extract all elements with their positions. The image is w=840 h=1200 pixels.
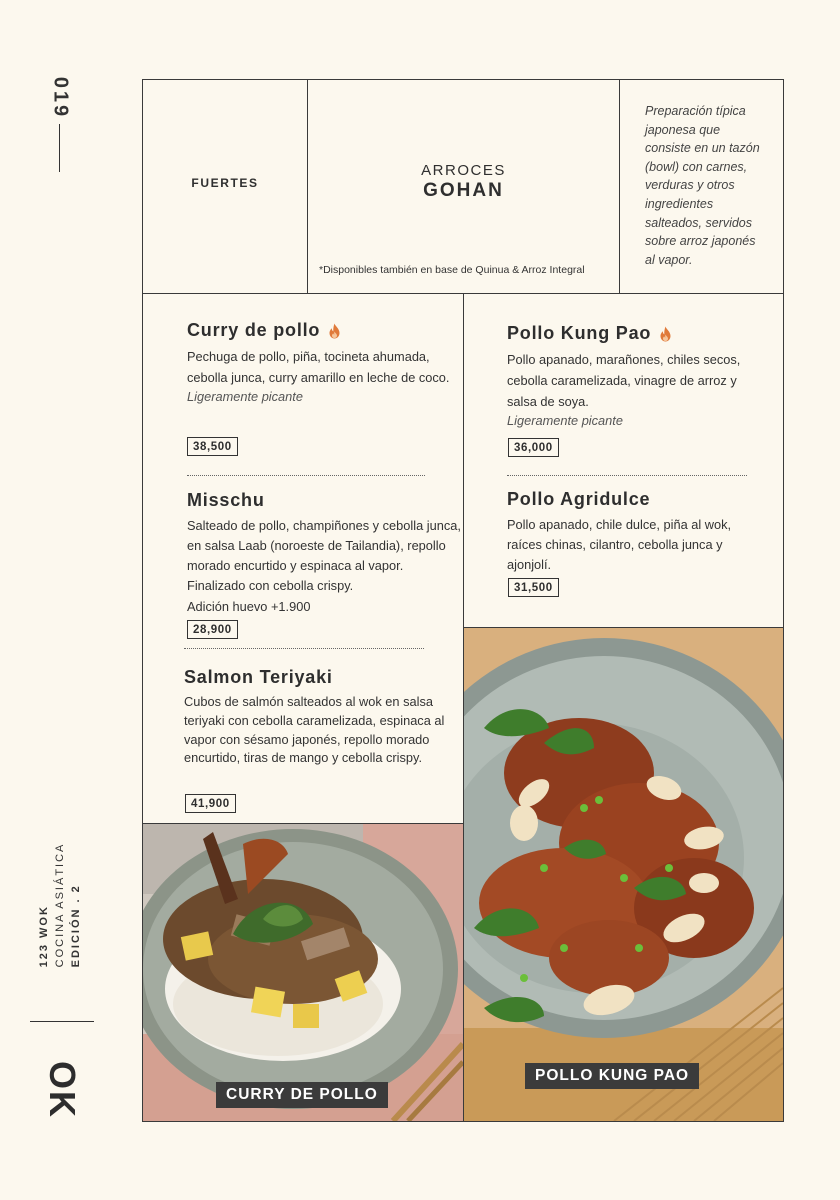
grid-line [619,79,620,293]
dish-title [187,490,462,511]
section-subtitle: ARROCES [421,162,506,179]
price-tag: 41,900 [185,794,236,813]
dish-description: Cubos de salmón salteados al wok en salsa teriyaki con cebolla caramelizada, espinaca al vapor con sésamo japonés, repollo morado encurtido, tiras de mango y cebolla crispy. [184,694,445,766]
dish-curry-de-pollo [187,320,457,405]
ok-logo: OK [42,1061,83,1119]
dish-name: Pollo Kung Pao [507,323,652,343]
section-description: Preparación típica japonesa que consiste en un tazón (bowl) con carnes, verduras y otros ingredientes salteados, servidos sobre arroz japonés al vapor. [645,104,760,267]
flame-icon [328,323,341,339]
dish-title [187,320,457,341]
dish-name: Pollo Agridulce [507,489,651,509]
dish-description: Pechuga de pollo, piña, tocineta ahumada, cebolla junca, curry amarillo en leche de coco. [187,349,450,385]
dish-extra: Adición huevo +1.900 [187,599,311,614]
dish-description: Pollo apanado, marañones, chiles secos, cebolla caramelizada, vinagre de arroz y salsa de soya. [507,352,741,409]
dish-note: Ligeramente picante [507,413,623,428]
dish-title [184,667,459,688]
side-divider-bottom [30,1021,94,1022]
section-note: *Disponibles también en base de Quinua & Arroz Integral [319,264,585,276]
price-tag: 38,500 [187,437,238,456]
dotted-divider [187,475,425,476]
dish-title [507,489,767,510]
dish-pollo-kung-pao [507,323,767,429]
brand-edition: EDICIÓN . 2 [70,884,82,968]
dotted-divider [507,475,747,476]
flame-icon [659,326,672,342]
dish-salmon-teriyaki [184,667,459,768]
dish-name: Curry de pollo [187,320,321,340]
photo-pollo-kung-pao [464,628,783,1121]
dish-note: Ligeramente picante [187,389,303,404]
brand-name: 123 WOK [38,905,50,968]
kung-pao-bowl-image [464,628,783,1121]
dotted-divider [184,648,424,649]
price-tag: 36,000 [508,438,559,457]
side-divider [59,124,60,172]
price-tag: 31,500 [508,578,559,597]
dish-title [507,323,767,344]
brand-tagline: COCINA ASIÁTICA [54,842,66,968]
photo-caption: POLLO KUNG PAO [525,1063,699,1089]
dish-name: Misschu [187,490,265,510]
dish-misschu [187,490,462,616]
dish-name: Salmon Teriyaki [184,667,333,687]
dish-description: Pollo apanado, chile dulce, piña al wok, raíces chinas, cilantro, cebolla junca y ajonjolí. [507,517,732,572]
price-tag: 28,900 [187,620,238,639]
curry-bowl-image [143,824,463,1121]
dish-description: Salteado de pollo, champiñones y cebolla junca, en salsa Laab (noroeste de Tailandia), repollo morado encurtido y espinaca al vapor. Finalizado con cebolla crispy. [187,518,461,593]
brand-block [36,843,84,968]
photo-caption: CURRY DE POLLO [216,1082,388,1108]
category-label: FUERTES [191,176,259,190]
page-number: 019 [49,76,72,120]
photo-curry-de-pollo [143,824,463,1121]
dish-pollo-agridulce [507,489,767,575]
section-title: GOHAN [423,180,504,201]
